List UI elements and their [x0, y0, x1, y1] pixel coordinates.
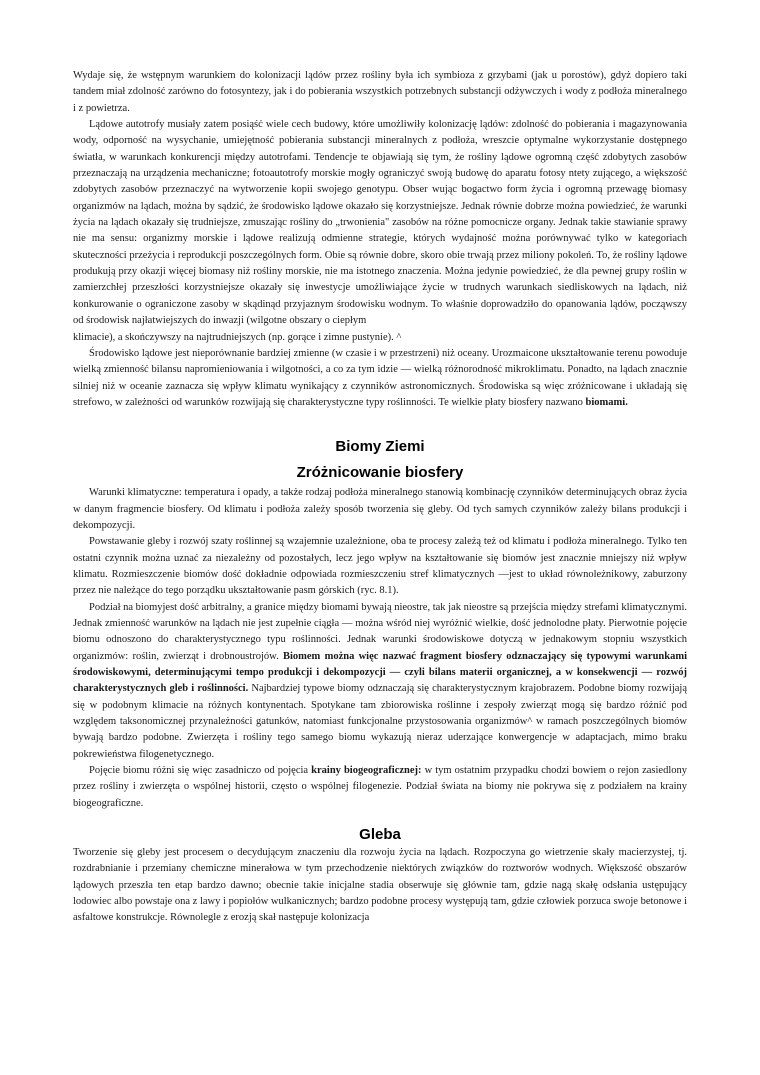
paragraph-land-autotrophs-end: klimacie), a skończywszy na najtrudniejszych (np. gorące i zimne pustynie). ^ — [73, 331, 402, 343]
paragraph-land-environment — [73, 346, 687, 411]
term-kraina-biogeograficzna: krainy biogeograficznej: — [311, 765, 422, 777]
document-page — [73, 68, 687, 927]
paragraph-symbiosis: Wydaje się, że wstępnym warunkiem do kolonizacji lądów przez rośliny była ich symbioza z grzybami (jak u porostów), gdyż dopiero taki tandem miał zdolność zarówno do fotosyntezy, jak i do pobierania wszystkich potrzebnych substancji odżywczych i wody z podłoża mineralnego i z powietrza. — [73, 70, 687, 114]
biome-definition: Biomem można więc nazwać fragment biosfery odznaczający się typowymi warunkami środowiskowymi, determinującymi tempo produkcji i dekompozycji — czyli bilans materii organicznej, a w konsekwencji — rozwój charakterystycznych gleb i roślinności. — [73, 650, 688, 695]
heading-zroznicowanie-biosfery: Zróżnicowanie biosfery — [296, 464, 464, 482]
paragraph-land-environment-text: Środowisko lądowe jest nieporównanie bardziej zmienne (w czasie i w przestrzeni) niż oceany. Urozmaicone ukształtowanie terenu powoduje wielką zmienność bilansu napromieniowania i wilgotności, a co za tym idzie — wielką różnorodność mikroklimatu. Ponadto, na lądach znacznie silniej niż w oceanie zaznacza się wpływ klimatu wynikający z czynników astronomicznych. Środowiska są więc zróżnicowane i układają się strefowo, w zależności od warunków rozwijają się charakterystyczne typy roślinności. Te wielkie płaty biosfery nazwano — [73, 347, 687, 408]
paragraph-soil-process: Tworzenie się gleby jest procesem o decydującym znaczeniu dla rozwoju życia na lądach. Rozpoczyna go wietrzenie skały macierzystej, tj. rozdrabnianie i przemiany chemiczne minerałowa w tym przechodzenie niektórych związków do roztworów wodnych. Większość obszarów lądowych przeszła ten etap bardzo dawno; obecnie takie inicjalne stadia obserwuje się głównie tam, gdzie nagą skałę odsłania ustępujący lodowiec albo powstaje ona z lawy i popiołów wulkanicznych; bardzo podobne procesy występują tam, gdzie człowiek porzuca swoje betonowe i asfaltowe konstrukcje. Równolegle z erozją skał następuje kolonizacja — [73, 847, 687, 924]
paragraph-biome-division-b: Najbardziej typowe biomy odznaczają się charakterystycznym krajobrazem. Podobne biomy rozwijają się w podobnym klimacie na różnych kontynentach. Spotykane tam zbiorowiska roślinne i zespoły zwierząt mogą się bardzo różnić pod względem taksonomicznej przynależności gatunków, natomiast funkcjonalne przystosowania organizmów^ w ramach poszczególnych biomów bywają bardzo podobne. Zwierzęta i rośliny tego samego biomu wykazują nieraz uderzające konwergencje w adaptacjach, mimo braku pokrewieństwa filogenetycznego. — [73, 683, 687, 760]
paragraph-biome-division — [73, 600, 687, 763]
paragraph-biome-division-a: Podział na biomyjest dość arbitralny, a granice między biomami bywają nieostre, tak jak nieostre są przejścia między strefami klimatycznymi. Jednak zmienność warunków na lądach nie jest zupełnie ciągła — można wśród niej wyróżnić wielkie, dość jednolodne płaty. Pierwotnie pojęcie biomu odnoszono do charakterystycznego typu roślinności. Jednak warunki środowiskowe dotyczą w jednakowym stopniu wszystkich organizmów: roślin, zwierząt i drobnoustrojów. — [73, 601, 687, 662]
heading-gleba: Gleba — [359, 826, 401, 844]
paragraph-soil-formation: Powstawanie gleby i rozwój szaty roślinnej są wzajemnie uzależnione, oba te procesy zależą też od klimatu i podłoża mineralnego. Tylko ten ostatni czynnik można uznać za niezależny od pozostałych, lecz jego wpływ na kształtowanie się biomów jest znacznie mniejszy niż wpływ klimatu. Rozmieszczenie biomów dość dokładnie odpowiada rozmieszczeniu stref klimatycznych —jest to układ równoleżnikowy, zaburzony przez nie należące do tego porządku ukształtowanie pasm górskich (ryc. 8.1). — [73, 536, 687, 597]
paragraph-climate-conditions: Warunki klimatyczne: temperatura i opady, a także rodzaj podłoża mineralnego stanowią kombinację czynników determinujących obraz życia w danym fragmencie biosfery. Od klimatu i podłoża zależy sposób tworzenia się gleby. Od tych samych czynników zależy bilans produkcji i dekompozycji. — [73, 487, 687, 531]
heading-biomy-ziemi: Biomy Ziemi — [335, 438, 425, 456]
paragraph-biogeographic-realm-b: w tym ostatnim przypadku chodzi bowiem o rejon zasiedlony przez rośliny i zwierzęta o wspólnej historii, często o wspólnej filogenezie. Podział świata na biomy nie pokrywa się z podziałem na krainy biogeograficzne. — [73, 765, 688, 809]
paragraph-biogeographic-realm-a: Pojęcie biomu różni się więc zasadniczo od pojęcia — [89, 765, 309, 777]
paragraph-biogeographic-realm — [73, 763, 687, 812]
term-biomy: biomami. — [585, 396, 628, 408]
paragraph-land-autotrophs: Lądowe autotrofy musiały zatem posiąść wiele cech budowy, które umożliwiły kolonizację lądów: zdolność do pobierania i magazynowania wody, odporność na wysychanie, umiejętność pobierania substancji mineralnych z podłoża, wreszcie optymalne wykorzystanie dostępnego światła, w warunkach konkurencji między autotrofami. Tendencje te objawiają się tym, że rośliny lądowe ogromną część zdobytych zasobów przeznaczają na urządzenia mechaniczne; fotoautotrofy morskie mogły ograniczyć swoją budowę do aparatu fotosy ntety zującego, a większość zdobytych zasobów przeznaczyć na wytworzenie kopii swojego genotypu. Obser wując bogactwo form życia i ogromną przewagę biomasy organizmów na lądach, można by sądzić, że środowisko lądowe okazało się korzystniejsze. Jednak równie dobrze można powiedzieć, że warunki życia na lądach okazały się trudniejsze, zmuszając rośliny do „trwonienia" zasobów na różne pomocnicze organy. Jednak takie stawianie sprawy nie ma sensu: organizmy morskie i lądowe realizują odmienne strategie, których wydajność można porównywać tylko w kategoriach skuteczności przeżycia i reprodukcji poszczególnych form. Obie są równie dobre, skoro obie trwają przez miliony pokoleń. To, że rośliny lądowe produkują przy okazji więcej biomasy niż rośliny morskie, nie ma istotnego znaczenia. Można jedynie powiedzieć, że dla pewnej grupy roślin w zamierzchłej przeszłości korzystniejsze okazały się inwestycje umożliwiające życie w trudnych warunkach siedliskowych na lądach, niż konkurowanie o ograniczone zasoby w skądinąd przyjaznym środowisku wodnym. To właśnie doprowadziło do opanowania lądów, począwszy od środowisk najłatwiejszych do inwazji (wilgotne obszary o ciepłym — [73, 119, 687, 327]
